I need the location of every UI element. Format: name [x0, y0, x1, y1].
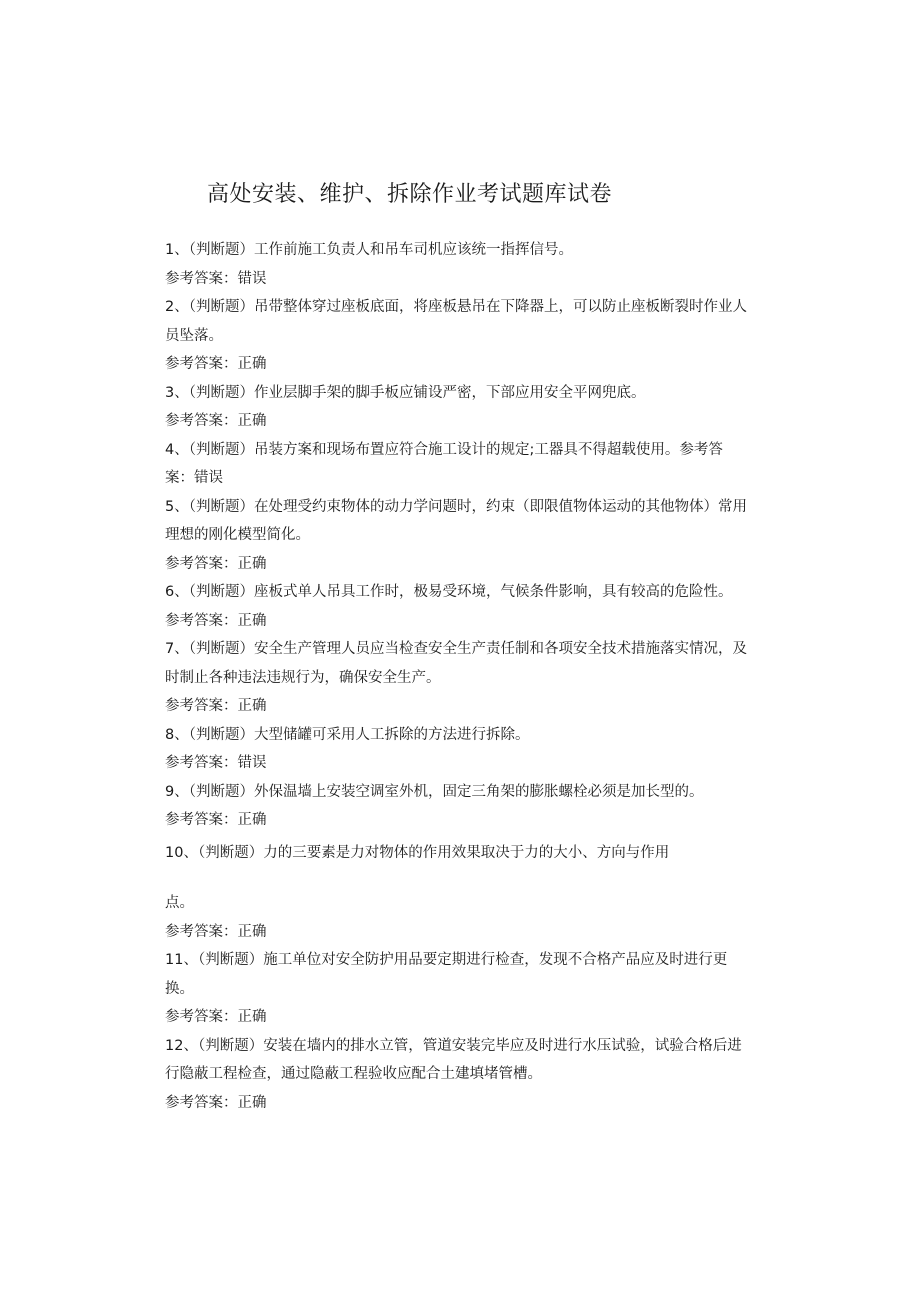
question-item: [165, 946, 750, 1032]
answer-prefix: 参考答案：: [165, 356, 238, 372]
answer-line: [165, 806, 750, 835]
question-text-main: 10、（判断题）力的三要素是力对物体的作用效果取决于力的大小、方向与作用: [165, 844, 670, 861]
answer-value: 正确: [237, 612, 267, 629]
question-text: 2、（判断题）吊带整体穿过座板底面，将座板悬吊在下降器上，可以防止座板断裂时作业人员坠落。: [165, 299, 747, 344]
answer-line: [165, 1089, 750, 1118]
answer-value: 正确: [237, 698, 267, 714]
question-text: 11、（判断题）施工单位对安全防护用品要定期进行检查，发现不合格产品应及时进行更换。: [165, 952, 728, 997]
answer-line: [165, 407, 750, 436]
question-item: [165, 236, 750, 293]
question-item: [165, 379, 750, 436]
answer-value: 正确: [237, 356, 267, 372]
answer-prefix: 参考答案：: [165, 612, 238, 629]
answer-value: 正确: [237, 1009, 267, 1025]
answer-value: 正确: [237, 413, 267, 429]
answer-line: [165, 1003, 750, 1032]
answer-prefix: 参考答案：: [165, 755, 238, 771]
answer-value: 错误: [237, 755, 267, 771]
answer-line: [165, 918, 750, 947]
document-title: 高处安装、维护、拆除作业考试题库试卷: [207, 182, 613, 207]
question-text: 4、（判断题）吊装方案和现场布置应符合施工设计的规定;工器具不得超载使用。参考答案：错误: [165, 441, 723, 486]
question-text: 6、（判断题）座板式单人吊具工作时，极易受环境，气候条件影响，具有较高的危险性。: [165, 584, 733, 600]
question-item: [165, 635, 750, 721]
question-item: [165, 493, 750, 579]
answer-line: [165, 692, 750, 721]
question-item: [165, 578, 750, 635]
question-text: 5、（判断题）在处理受约束物体的动力学问题时，约束（即限值物体运动的其他物体）常用理想的刚化模型简化。: [165, 498, 747, 543]
question-text: [165, 839, 750, 918]
question-text: 8、（判断题）大型储罐可采用人工拆除的方法进行拆除。: [165, 726, 530, 743]
answer-value: 正确: [237, 555, 267, 572]
answer-prefix: 参考答案：: [165, 555, 238, 572]
question-item: [165, 293, 750, 379]
question-text: 9、（判断题）外保温墙上安装空调室外机，固定三角架的膨胀螺栓必须是加长型的。: [165, 783, 704, 800]
answer-line: [165, 749, 750, 778]
answer-prefix: 参考答案：: [165, 413, 238, 429]
answer-prefix: 参考答案：: [165, 812, 238, 828]
question-item: [165, 721, 750, 778]
question-text: 12、（判断题）安装在墙内的排水立管，管道安装完毕应及时进行水压试验，试验合格后进行隐蔽工程检查，通过隐蔽工程验收应配合土建填堵管槽。: [165, 1037, 742, 1082]
question-item: [165, 436, 750, 493]
question-text: 3、（判断题）作业层脚手架的脚手板应铺设严密，下部应用安全平网兜底。: [165, 384, 646, 401]
question-item: [165, 839, 750, 947]
answer-prefix: 参考答案：: [165, 270, 238, 287]
question-text: 1、（判断题）工作前施工负责人和吊车司机应该统一指挥信号。: [165, 242, 573, 258]
answer-line: [165, 265, 750, 294]
answer-prefix: 参考答案：: [165, 1094, 238, 1111]
answer-value: 正确: [237, 923, 267, 940]
question-item: [165, 1032, 750, 1118]
answer-value: 错误: [237, 270, 267, 287]
question-item: [165, 778, 750, 835]
answer-value: 正确: [237, 1094, 267, 1111]
question-text: 7、（判断题）安全生产管理人员应当检查安全生产责任制和各项安全技术措施落实情况，及时制止各种违法违规行为，确保安全生产。: [165, 641, 747, 686]
answer-value: 正确: [237, 812, 267, 828]
question-text-tail: 点。: [165, 895, 194, 911]
answer-line: [165, 607, 750, 636]
answer-line: [165, 550, 750, 579]
answer-prefix: 参考答案：: [165, 1009, 238, 1025]
question-list: [165, 236, 750, 1117]
answer-prefix: 参考答案：: [165, 698, 238, 714]
answer-line: [165, 350, 750, 379]
answer-prefix: 参考答案：: [165, 923, 238, 940]
